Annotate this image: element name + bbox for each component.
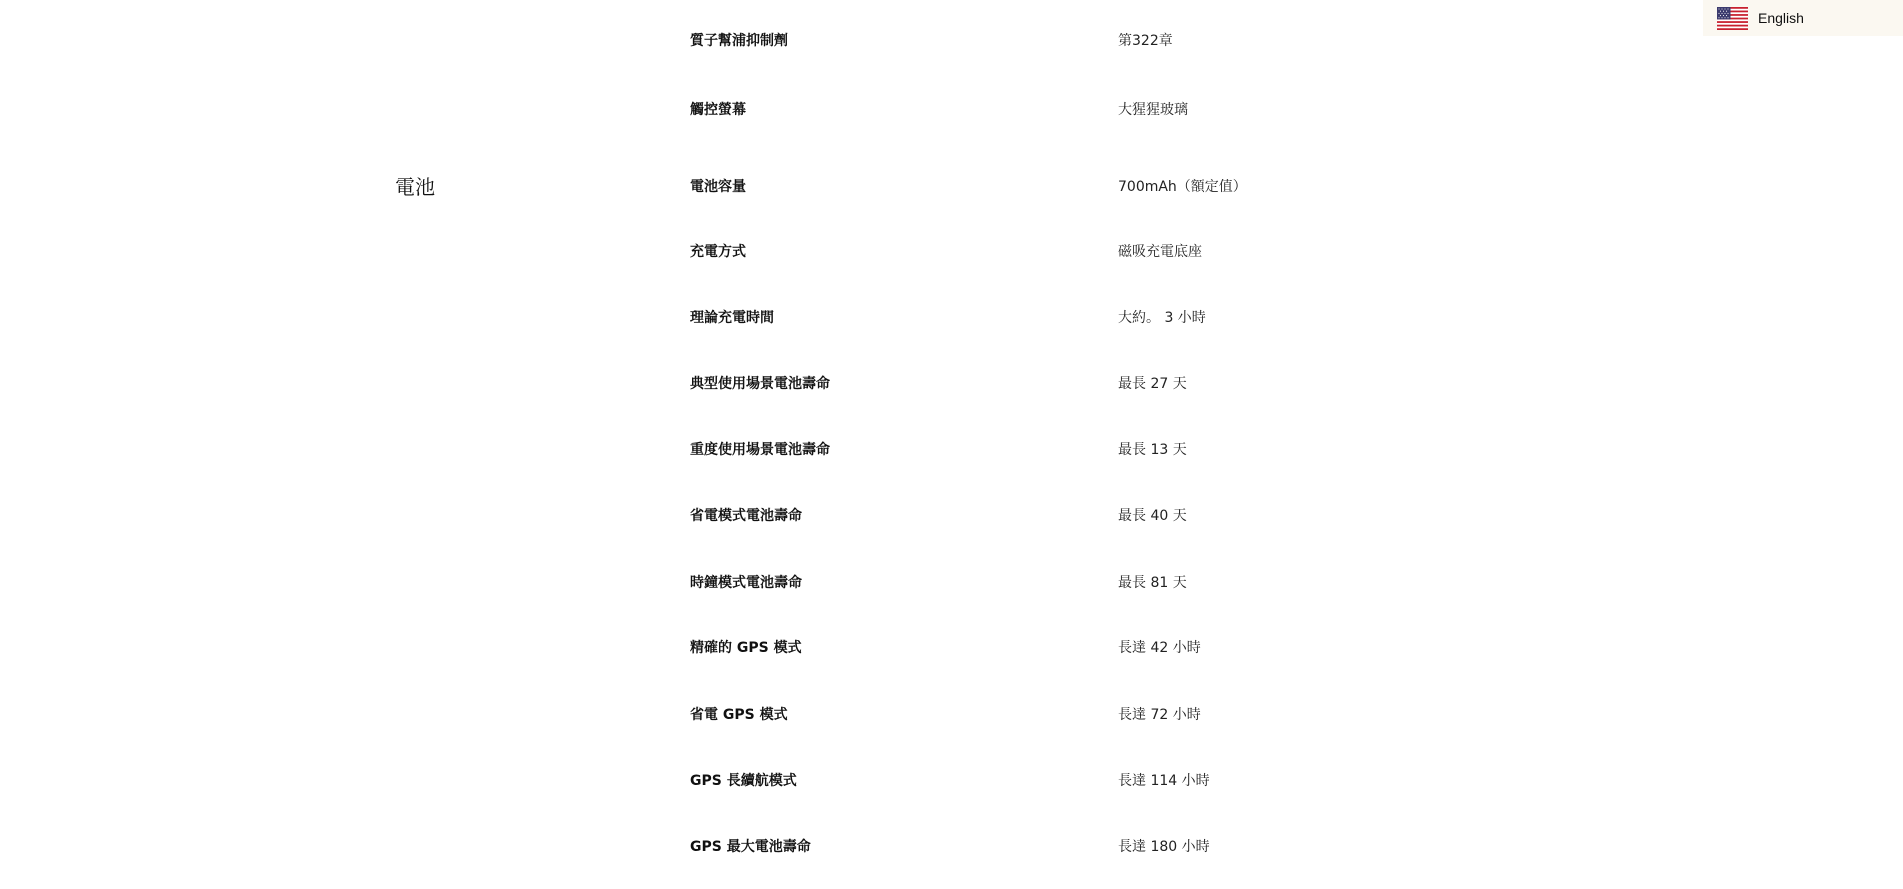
language-label: English — [1758, 10, 1804, 26]
spec-label: 充電方式 — [690, 244, 746, 260]
spec-label: 典型使用場景電池壽命 — [690, 376, 830, 392]
spec-label: 重度使用場景電池壽命 — [690, 442, 830, 458]
spec-row-charging-time — [0, 303, 1903, 333]
us-flag-icon — [1717, 7, 1748, 30]
spec-label: 時鐘模式電池壽命 — [690, 575, 802, 591]
spec-label: GPS 最大電池壽命 — [690, 839, 811, 855]
spec-label: 省電模式電池壽命 — [690, 508, 802, 524]
spec-label: 省電 GPS 模式 — [690, 707, 788, 723]
spec-value: 第322章 — [1118, 33, 1173, 49]
spec-value: 700mAh（額定值） — [1118, 179, 1247, 195]
section-heading-battery: 電池 — [395, 175, 435, 199]
spec-row-gps-long-endurance — [0, 766, 1903, 796]
spec-value: 大約。 3 小時 — [1118, 310, 1206, 326]
spec-row-clock-mode-battery — [0, 568, 1903, 598]
spec-row-gps-max-battery — [0, 832, 1903, 862]
spec-label: 觸控螢幕 — [690, 102, 746, 118]
spec-row-ppi — [0, 26, 1903, 56]
spec-value: 最長 40 天 — [1118, 508, 1187, 524]
language-switcher[interactable] — [1703, 0, 1903, 36]
spec-label: 理論充電時間 — [690, 310, 774, 326]
spec-value: 長達 180 小時 — [1118, 839, 1210, 855]
spec-row-power-saving-battery — [0, 501, 1903, 531]
spec-label: 精確的 GPS 模式 — [690, 640, 802, 656]
spec-row-accurate-gps — [0, 633, 1903, 663]
spec-value: 大猩猩玻璃 — [1118, 102, 1188, 118]
spec-value: 最長 81 天 — [1118, 575, 1187, 591]
spec-row-typical-battery — [0, 369, 1903, 399]
spec-value: 長達 42 小時 — [1118, 640, 1201, 656]
spec-row-battery-capacity — [0, 172, 1903, 202]
spec-label: GPS 長續航模式 — [690, 773, 797, 789]
spec-value: 最長 27 天 — [1118, 376, 1187, 392]
spec-row-touchscreen — [0, 95, 1903, 125]
spec-row-charging-method — [0, 237, 1903, 267]
spec-value: 最長 13 天 — [1118, 442, 1187, 458]
spec-row-heavy-battery — [0, 435, 1903, 465]
spec-value: 長達 114 小時 — [1118, 773, 1210, 789]
spec-label: 電池容量 — [690, 179, 746, 195]
spec-row-power-saving-gps — [0, 700, 1903, 730]
spec-value: 磁吸充電底座 — [1118, 244, 1202, 260]
spec-value: 長達 72 小時 — [1118, 707, 1201, 723]
spec-label: 質子幫浦抑制劑 — [690, 33, 788, 49]
